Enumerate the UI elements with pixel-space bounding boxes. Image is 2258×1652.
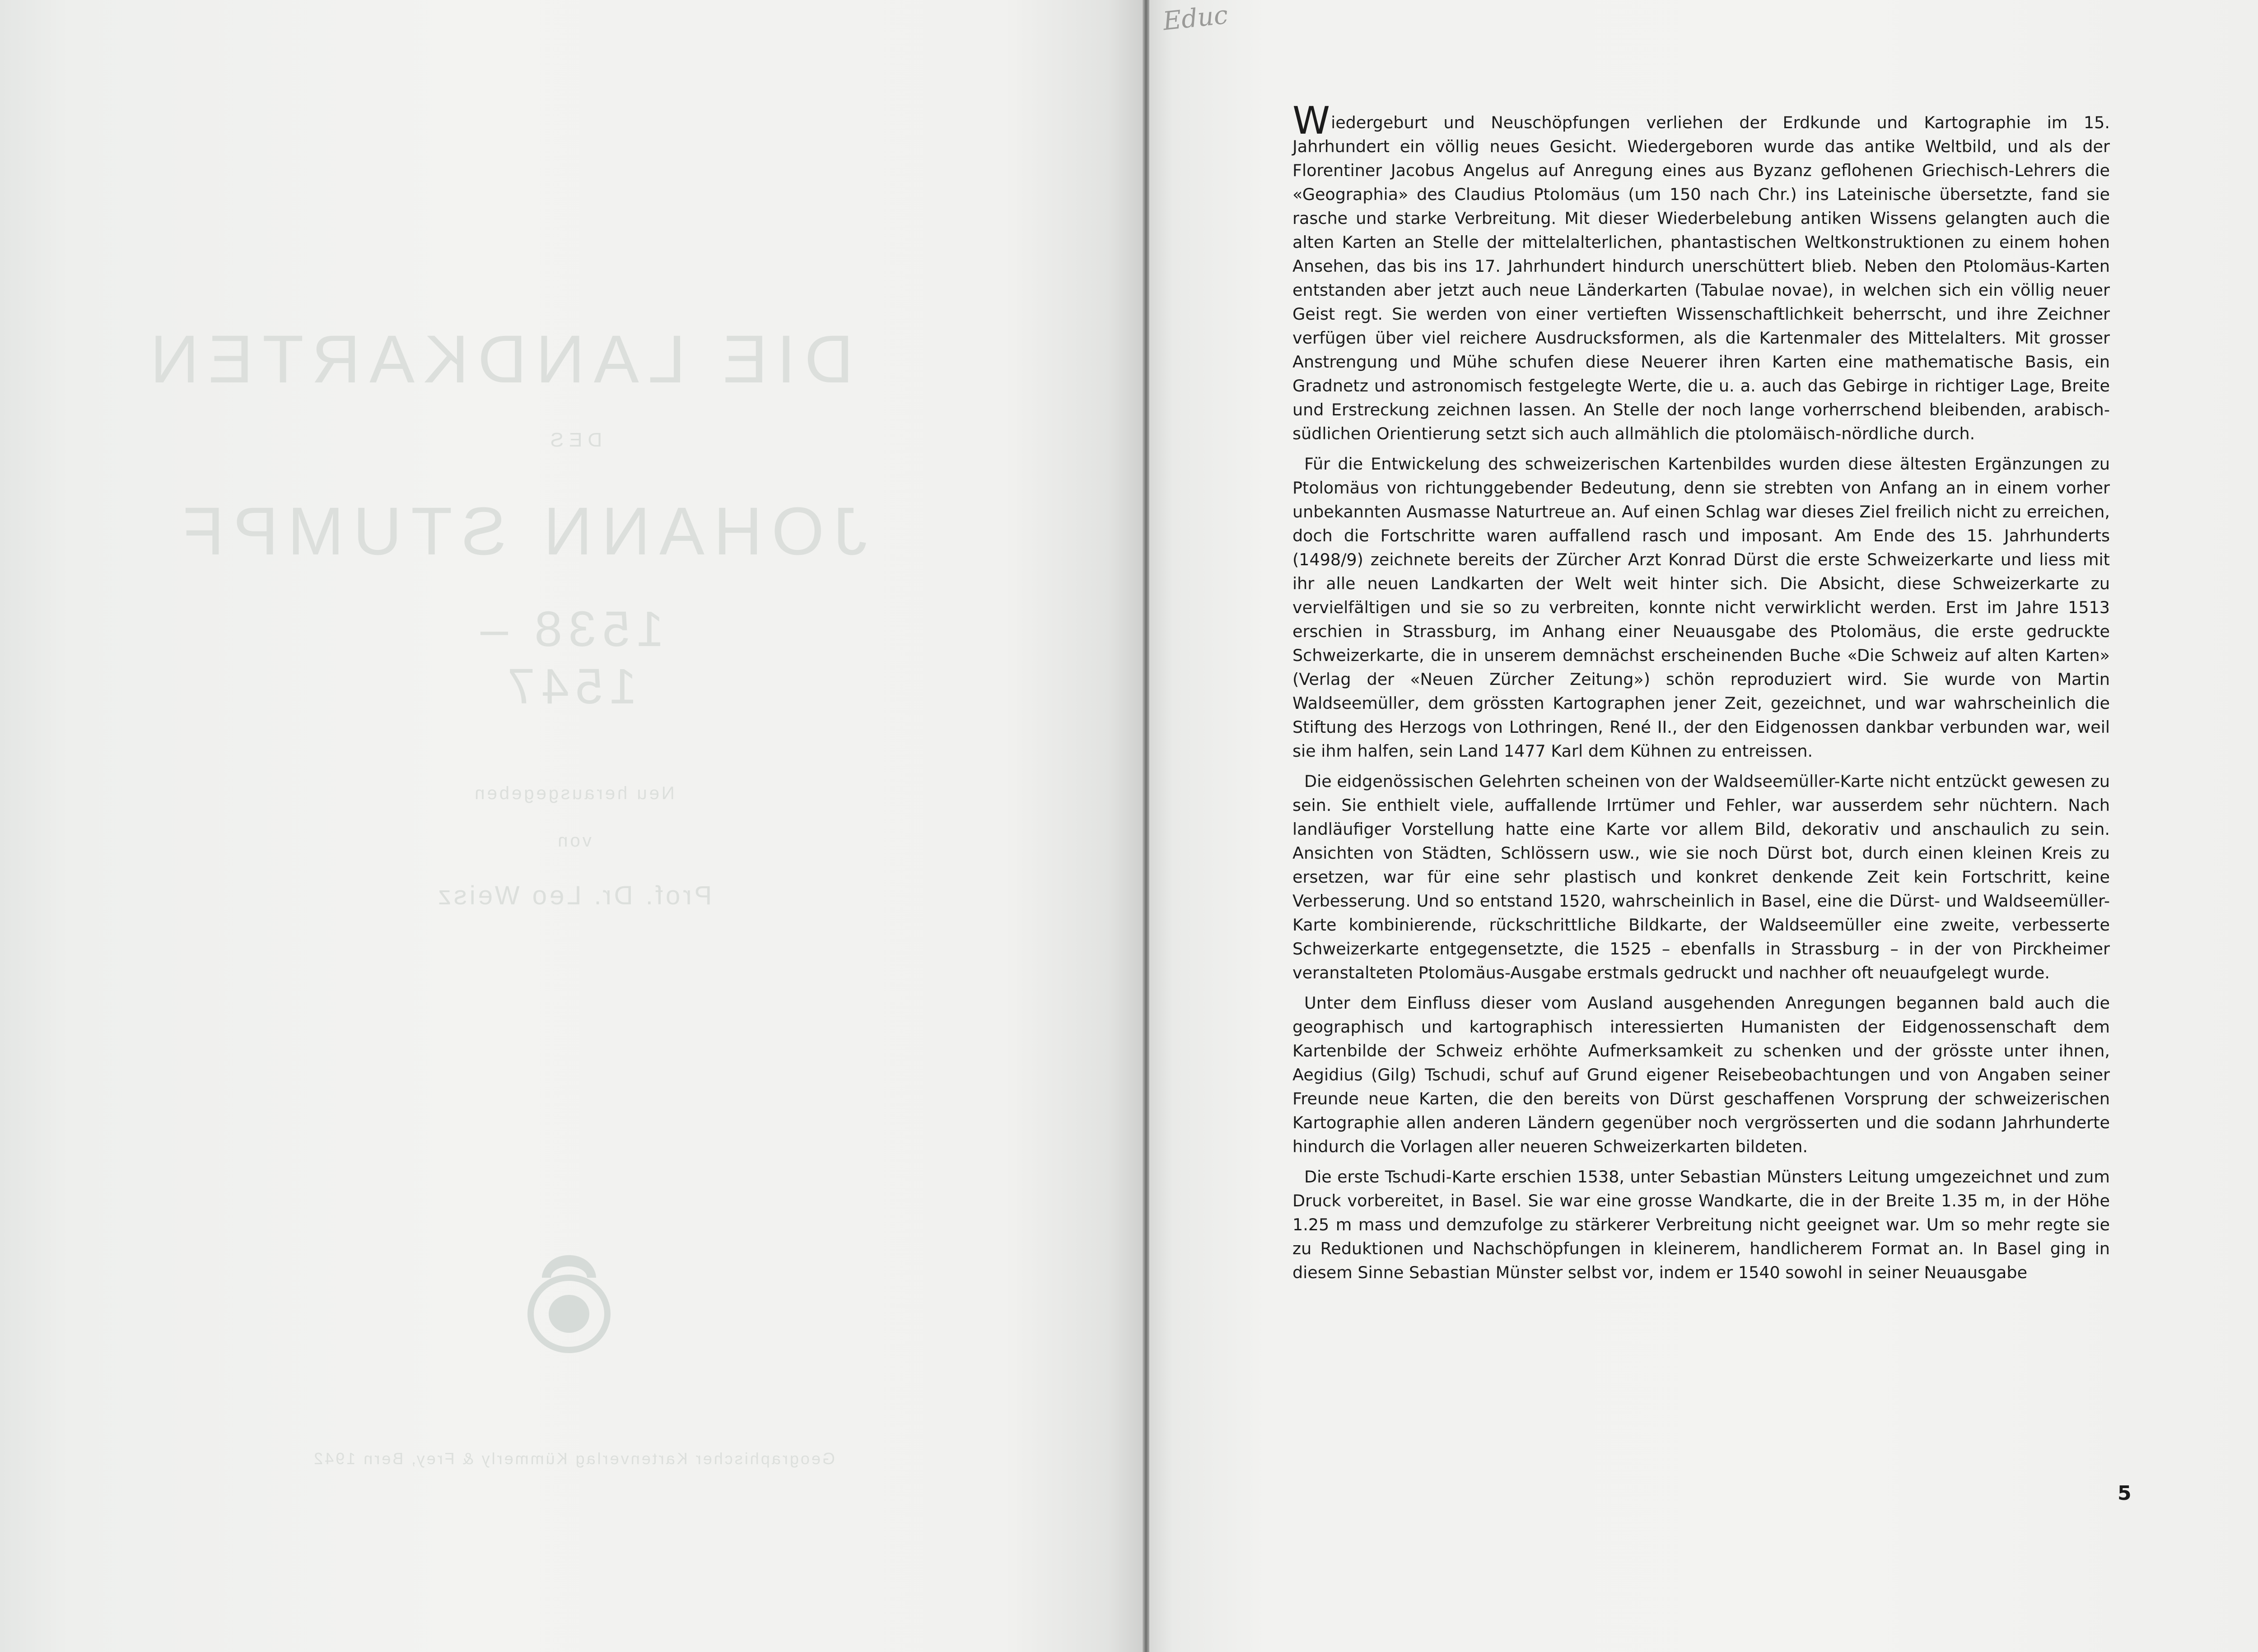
bleed-years: 1538 – 1547 — [474, 601, 664, 714]
drop-cap: W — [1292, 98, 1330, 143]
page-number: 5 — [2118, 1482, 2132, 1505]
paragraph: Unter dem Einfluss dieser vom Ausland ausgehenden Anregungen begannen bald auch die geographisch und kartographisch interessierten Humanisten der Eidgenossenschaft dem Kartenbilde der Schweiz erhöhte Aufmerksamkeit zu schenken und der grösste unter ihnen, Aegidius (Gilg) Tschudi, schuf auf Grund eigener Reisebeobachtungen und von Angaben seiner Freunde neue Karten, die den bereits von Dürst geschaffenen Vorsprung der schweizerischen Kartographie allen anderen Ländern gegenüber noch vergrösserten und die sodann Jahrhunderte hindurch die Vorlagen aller neueren Schweizerkarten bildeten. — [1292, 993, 2110, 1156]
bleed-neu-herausgegeben: Neu herausgegeben — [472, 783, 675, 803]
paragraph: Für die Entwickelung des schweizerischen Kartenbildes wurden diese ältesten Ergänzungen zu Ptolomäus von richtunggebender Bedeutung, denn sie strebten von Anfang an in einem vorher unbekannten Ausmasse Naturtreue an. Auf einen Schlag war dieses Ziel freilich nicht zu erreichen, doch die Fortschritte waren auffallend rasch und imposant. Am Ende des 15. Jahrhunderts (1498/9) zeichnete bereits der Zürcher Arzt Konrad Dürst die erste Schweizerkarte und liess mit ihr alle neuen Landkarten der Welt weit hinter sich. Die Absicht, diese Schweizerkarte zu vervielfältigen und sie so zu verbreiten, konnte nicht verwirklicht werden. Erst im Jahre 1513 erschien in Strassburg, im Anhang einer Neuausgabe des Ptolomäus, die erste gedruckte Schweizerkarte, die in unserem demnächst erscheinenden Buche «Die Schweiz auf alten Karten» (Verlag der «Neuen Zürcher Zeitung») schön reproduziert wird. Sie wurde von Martin Waldseemüller, dem grössten Kartographen jener Zeit, gezeichnet, und war wahrscheinlich die Stiftung des Herzogs von Lothringen, René II., der den Eidgenossen dankbar verbunden war, weil sie ihm halfen, sein Land 1477 Karl dem Kühnen zu entreissen. — [1292, 454, 2110, 761]
paragraph: Die eidgenössischen Gelehrten scheinen von der Waldseemüller-Karte nicht entzückt gewesen zu sein. Sie enthielt viele, auffallende Irrtümer und Fehler, war ausserdem sehr nüchtern. Nach landläufiger Vorstellung hatte eine Karte vor allem Bild, dekorativ und anschaulich zu sein. Ansichten von Städten, Schlössern usw., wie sie noch Dürst bot, durch einen kleinen Kreis zu ersetzen, war für eine sehr plastisch und konkret denkende Zeit kein Fortschritt, keine Verbesserung. Und so entstand 1520, wahrscheinlich in Basel, eine die Dürst- und Waldseemüller-Karte kombinierende, rückschrittliche Bildkarte, der Waldseemüller eine zweite, verbesserte Schweizerkarte entgegensetzte, die 1525 – ebenfalls in Strassburg – in der von Pirckheimer veranstalteten Ptolomäus-Ausgabe erstmals gedruckt und nachher oft neuaufgelegt wurde. — [1292, 772, 2110, 982]
bleed-des: DES — [545, 429, 602, 451]
body-text — [1292, 98, 2110, 1291]
paragraph-text: iedergeburt und Neuschöpfungen verliehen der Erdkunde und Kartographie im 15. Jahrhundert ein völlig neues Gesicht. Wiedergeboren wurde das antike Weltbild, und als der Florentiner Jacobus Angelus auf Anregung eines aus Byzanz geflohenen Griechisch-Lehrers die «Geographia» des Claudius Ptolomäus (um 150 nach Chr.) ins Lateinische übersetzte, fand sie rasche und starke Verbreitung. Mit dieser Wiederbelebung antiken Wissens gelangten auch die alten Karten an Stelle der mittelalterlichen, phantastischen Weltkonstruktionen zu einem hohen Ansehen, das bis ins 17. Jahrhundert hindurch unerschüttert blieb. Neben den Ptolomäus-Karten entstanden aber jetzt auch neue Länderkarten (Tabulae novae), in welchen sich ein völlig neuer Geist regt. Sie werden von einer vertieften Wissenschaftlichkeit beherrscht, und ihre Zeichner verfügen über viel reichere Ausdrucksformen, als die Kartenmaler des Mittelalters. Mit grosser Anstrengung und Mühe schufen diese Neuerer ihren Karten eine mathematische Basis, ein Gradnetz und astronomisch festgelegte Werte, die u. a. auch das Gebirge in richtiger Lage, Breite und Erstreckung zeichnen lassen. An Stelle der noch lange vorherrschend bleibenden, arabisch-südlichen Orientierung setzt sich auch allmählich die ptolomäisch-nördliche durch. — [1292, 113, 2110, 443]
book-gutter — [1143, 0, 1149, 1652]
bleed-title: DIE LANDKARTEN — [141, 321, 854, 397]
publisher-emblem-icon — [524, 1251, 614, 1354]
pencil-annotation: Educ — [1161, 0, 1230, 37]
bleed-footer: Geographischer Kartenverlag Kümmerly & Frey, Bern 1942 — [312, 1449, 835, 1468]
bleed-editor: Prof. Dr. Leo Weisz — [435, 881, 712, 910]
paragraph — [1292, 98, 2110, 446]
paragraph: Die erste Tschudi-Karte erschien 1538, unter Sebastian Münsters Leitung umgezeichnet und zum Druck vorbereitet, in Basel. Sie war eine grosse Wandkarte, die in der Breite 1.35 m, in der Höhe 1.25 m mass und demzufolge zu stärkerer Verbreitung nicht geeignet war. Um so mehr regte sie zu Reduktionen und Nachschöpfungen in kleinerem, handlicherem Format an. In Basel ging in diesem Sinne Sebastian Münster selbst vor, indem er 1540 sowohl in seiner Neuausgabe — [1292, 1167, 2110, 1282]
bleed-von: von — [555, 831, 592, 851]
bleed-author: JOHANN STUMPF — [174, 493, 867, 569]
